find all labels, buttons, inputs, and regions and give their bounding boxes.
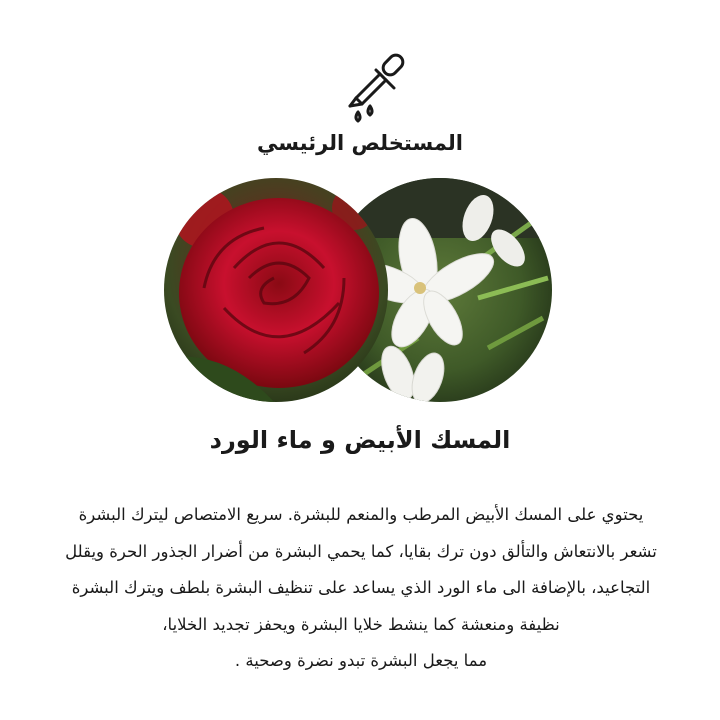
description-line: التجاعيد، بالإضافة الى ماء الورد الذي يساعد على تنظيف البشرة بلطف ويترك البشرة <box>71 578 651 597</box>
rose-image <box>164 178 388 402</box>
description-line: يحتوي على المسك الأبيض المرطب والمنعم للبشرة. سريع الامتصاص ليترك البشرة <box>78 505 644 524</box>
ingredient-images <box>164 178 556 404</box>
description-line: نظيفة ومنعشة كما ينشط خلايا البشرة ويحفز تجديد الخلايا، <box>162 614 560 634</box>
ingredient-title: المسك الأبيض و ماء الورد <box>209 426 511 454</box>
description <box>28 497 694 680</box>
dropper-icon <box>342 48 412 124</box>
description-line: مما يجعل البشرة تبدو نضرة وصحية . <box>234 651 488 670</box>
description-line: تشعر بالانتعاش والتألق دون ترك بقايا، كما يحمي البشرة من أضرار الجذور الحرة ويقلل <box>65 541 657 561</box>
section-title: المستخلص الرئيسي <box>257 131 463 155</box>
